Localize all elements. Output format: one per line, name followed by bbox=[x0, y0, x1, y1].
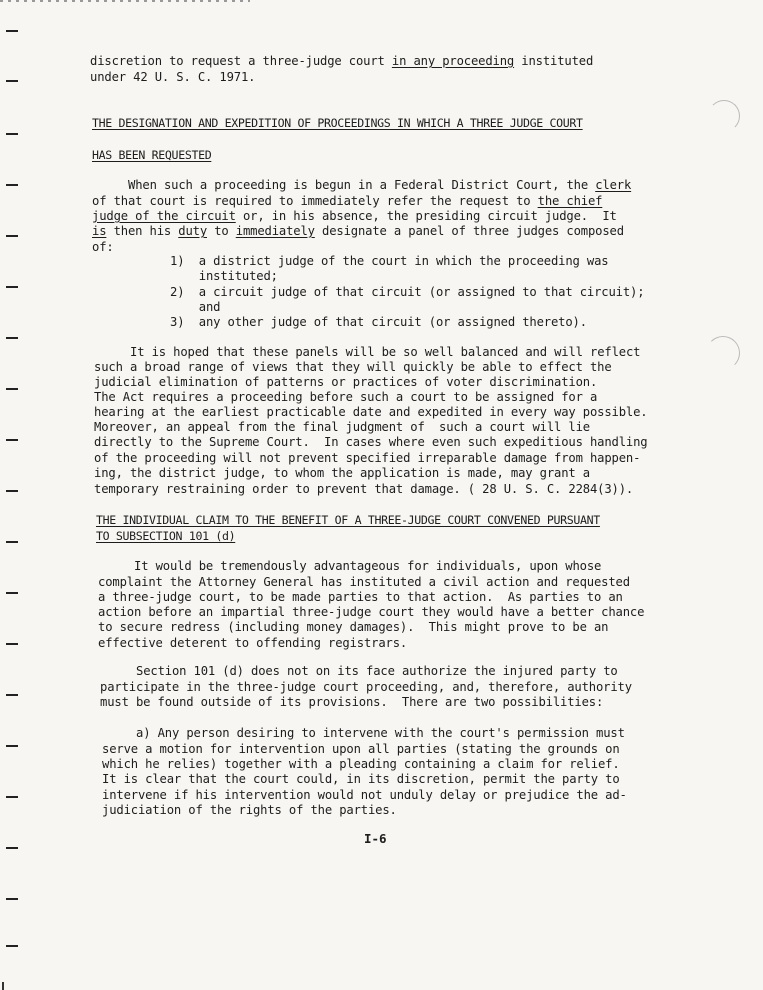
section-heading: TO SUBSECTION 101 (d) bbox=[96, 529, 236, 543]
margin-mark bbox=[6, 337, 18, 339]
text-line bbox=[136, 664, 618, 679]
text-line bbox=[134, 559, 601, 574]
underlined-text: clerk bbox=[595, 178, 632, 192]
text-line bbox=[102, 788, 627, 803]
section-heading: THE INDIVIDUAL CLAIM TO THE BENEFIT OF A THREE-JUDGE COURT CONVENED PURSUANT bbox=[96, 513, 600, 527]
text-segment: When such a proceeding is begun in a Federal District Court, the bbox=[128, 178, 596, 192]
text-segment: complaint the Attorney General has instituted a civil action and requested bbox=[98, 575, 630, 589]
underlined-text: the chief bbox=[537, 194, 603, 208]
text-segment: under 42 U. S. C. 1971. bbox=[90, 70, 256, 84]
list-item bbox=[170, 315, 587, 330]
margin-mark bbox=[6, 133, 18, 135]
text-segment: participate in the three-judge court proceeding, and, therefore, authority bbox=[100, 680, 632, 694]
text-line bbox=[102, 803, 397, 818]
text-line bbox=[90, 70, 255, 85]
text-segment: temporary restraining order to prevent that damage. ( 28 U. S. C. 2284(3)). bbox=[94, 482, 634, 496]
text-segment: or, in his absence, the presiding circuit judge. It bbox=[235, 209, 617, 223]
text-segment: 1) a district judge of the court in which the proceeding was bbox=[170, 254, 609, 268]
text-line bbox=[94, 375, 597, 390]
text-segment: ing, the district judge, to whom the application is made, may grant a bbox=[94, 466, 590, 480]
text-segment: which he relies) together with a pleading containing a claim for relief. bbox=[102, 757, 620, 771]
text-segment: of: bbox=[92, 240, 114, 254]
list-item bbox=[170, 254, 608, 269]
margin-mark bbox=[6, 286, 18, 288]
text-segment: instituted; bbox=[170, 269, 278, 283]
section-heading: THE DESIGNATION AND EXPEDITION OF PROCEEDINGS IN WHICH A THREE JUDGE COURT bbox=[92, 116, 583, 130]
text-line bbox=[94, 390, 597, 405]
text-line bbox=[94, 482, 633, 497]
text-line bbox=[102, 772, 620, 787]
list-item bbox=[170, 300, 220, 315]
text-segment: designate a panel of three judges composed bbox=[314, 224, 624, 238]
text-line bbox=[98, 590, 623, 605]
text-segment: Moreover, an appeal from the final judgment of such a court will lie bbox=[94, 420, 590, 434]
text-line bbox=[92, 194, 602, 209]
text-segment: intervene if his intervention would not unduly delay or prejudice the ad- bbox=[102, 788, 627, 802]
text-line bbox=[94, 435, 647, 450]
text-line bbox=[130, 345, 640, 360]
text-segment: hearing at the earliest practicable date and expedited in every way possible. bbox=[94, 405, 648, 419]
underlined-text: judge of the circuit bbox=[92, 209, 236, 223]
margin-mark bbox=[6, 592, 18, 594]
margin-mark bbox=[6, 388, 18, 390]
text-line bbox=[98, 620, 608, 635]
underlined-text: duty bbox=[178, 224, 207, 238]
margin-mark bbox=[6, 490, 18, 492]
text-line bbox=[94, 466, 590, 481]
text-segment: must be found outside of its provisions. There are two possibilities: bbox=[100, 695, 604, 709]
text-segment: effective deterent to offending registrars. bbox=[98, 636, 408, 650]
margin-mark bbox=[6, 796, 18, 798]
margin-mark bbox=[6, 898, 18, 900]
text-segment: a) Any person desiring to intervene with the court's permission must bbox=[136, 726, 625, 740]
text-line bbox=[102, 742, 620, 757]
text-segment: It would be tremendously advantageous for individuals, upon whose bbox=[134, 559, 602, 573]
text-segment: It is clear that the court could, in its discretion, permit the party to bbox=[102, 772, 620, 786]
text-segment: then his bbox=[106, 224, 179, 238]
margin-mark bbox=[6, 80, 18, 82]
margin-mark bbox=[6, 643, 18, 645]
text-line bbox=[98, 636, 407, 651]
text-line bbox=[94, 451, 640, 466]
text-segment: to secure redress (including money damages). This might prove to be an bbox=[98, 620, 609, 634]
text-segment: a three-judge court, to be made parties to that action. As parties to an bbox=[98, 590, 623, 604]
text-line bbox=[92, 224, 624, 239]
margin-mark bbox=[6, 439, 18, 441]
page-number: I-6 bbox=[364, 831, 387, 846]
underlined-text: immediately bbox=[235, 224, 315, 238]
text-segment: and bbox=[170, 300, 221, 314]
text-segment: 2) a circuit judge of that circuit (or assigned to that circuit); bbox=[170, 285, 645, 299]
text-line bbox=[128, 178, 631, 193]
text-segment: to bbox=[207, 224, 236, 238]
section-heading: HAS BEEN REQUESTED bbox=[92, 148, 212, 162]
text-line bbox=[136, 726, 625, 741]
text-segment: of the proceeding will not prevent specified irreparable damage from happen- bbox=[94, 451, 641, 465]
text-segment: The Act requires a proceeding before such a court to be assigned for a bbox=[94, 390, 598, 404]
text-segment: directly to the Supreme Court. In cases where even such expeditious handling bbox=[94, 435, 648, 449]
margin-mark bbox=[6, 30, 18, 32]
top-perforation bbox=[0, 0, 250, 2]
margin-mark bbox=[6, 694, 18, 696]
text-line bbox=[92, 240, 114, 255]
margin-mark bbox=[6, 945, 18, 947]
margin-mark bbox=[6, 541, 18, 543]
text-segment: of that court is required to immediately refer the request to bbox=[92, 194, 538, 208]
text-line bbox=[100, 695, 603, 710]
list-item bbox=[170, 285, 644, 300]
text-segment: 3) any other judge of that circuit (or assigned thereto). bbox=[170, 315, 587, 329]
text-line bbox=[92, 209, 617, 224]
margin-mark bbox=[6, 745, 18, 747]
text-line bbox=[90, 54, 593, 69]
text-segment: instituted bbox=[514, 54, 594, 68]
text-line bbox=[94, 405, 647, 420]
text-segment: judicial elimination of patterns or practices of voter discrimination. bbox=[94, 375, 598, 389]
text-line bbox=[98, 605, 644, 620]
text-segment: Section 101 (d) does not on its face authorize the injured party to bbox=[136, 664, 618, 678]
text-segment: such a broad range of views that they will quickly be able to effect the bbox=[94, 360, 612, 374]
text-line bbox=[98, 575, 630, 590]
punch-hole-shadow bbox=[706, 336, 740, 370]
underlined-text: in any proceeding bbox=[391, 54, 515, 68]
text-segment: judiciation of the rights of the parties. bbox=[102, 803, 397, 817]
text-line bbox=[102, 757, 620, 772]
margin-mark bbox=[2, 982, 4, 990]
punch-hole-shadow bbox=[708, 100, 740, 132]
text-segment: serve a motion for intervention upon all parties (stating the grounds on bbox=[102, 742, 620, 756]
margin-mark bbox=[6, 235, 18, 237]
text-segment: It is hoped that these panels will be so well balanced and will reflect bbox=[130, 345, 641, 359]
text-line bbox=[100, 680, 632, 695]
text-line bbox=[94, 360, 612, 375]
text-segment: discretion to request a three-judge court bbox=[90, 54, 392, 68]
list-item bbox=[170, 269, 278, 284]
text-line bbox=[94, 420, 590, 435]
margin-mark bbox=[6, 847, 18, 849]
underlined-text: is bbox=[92, 224, 107, 238]
margin-mark bbox=[6, 184, 18, 186]
text-segment: action before an impartial three-judge court they would have a better chance bbox=[98, 605, 645, 619]
